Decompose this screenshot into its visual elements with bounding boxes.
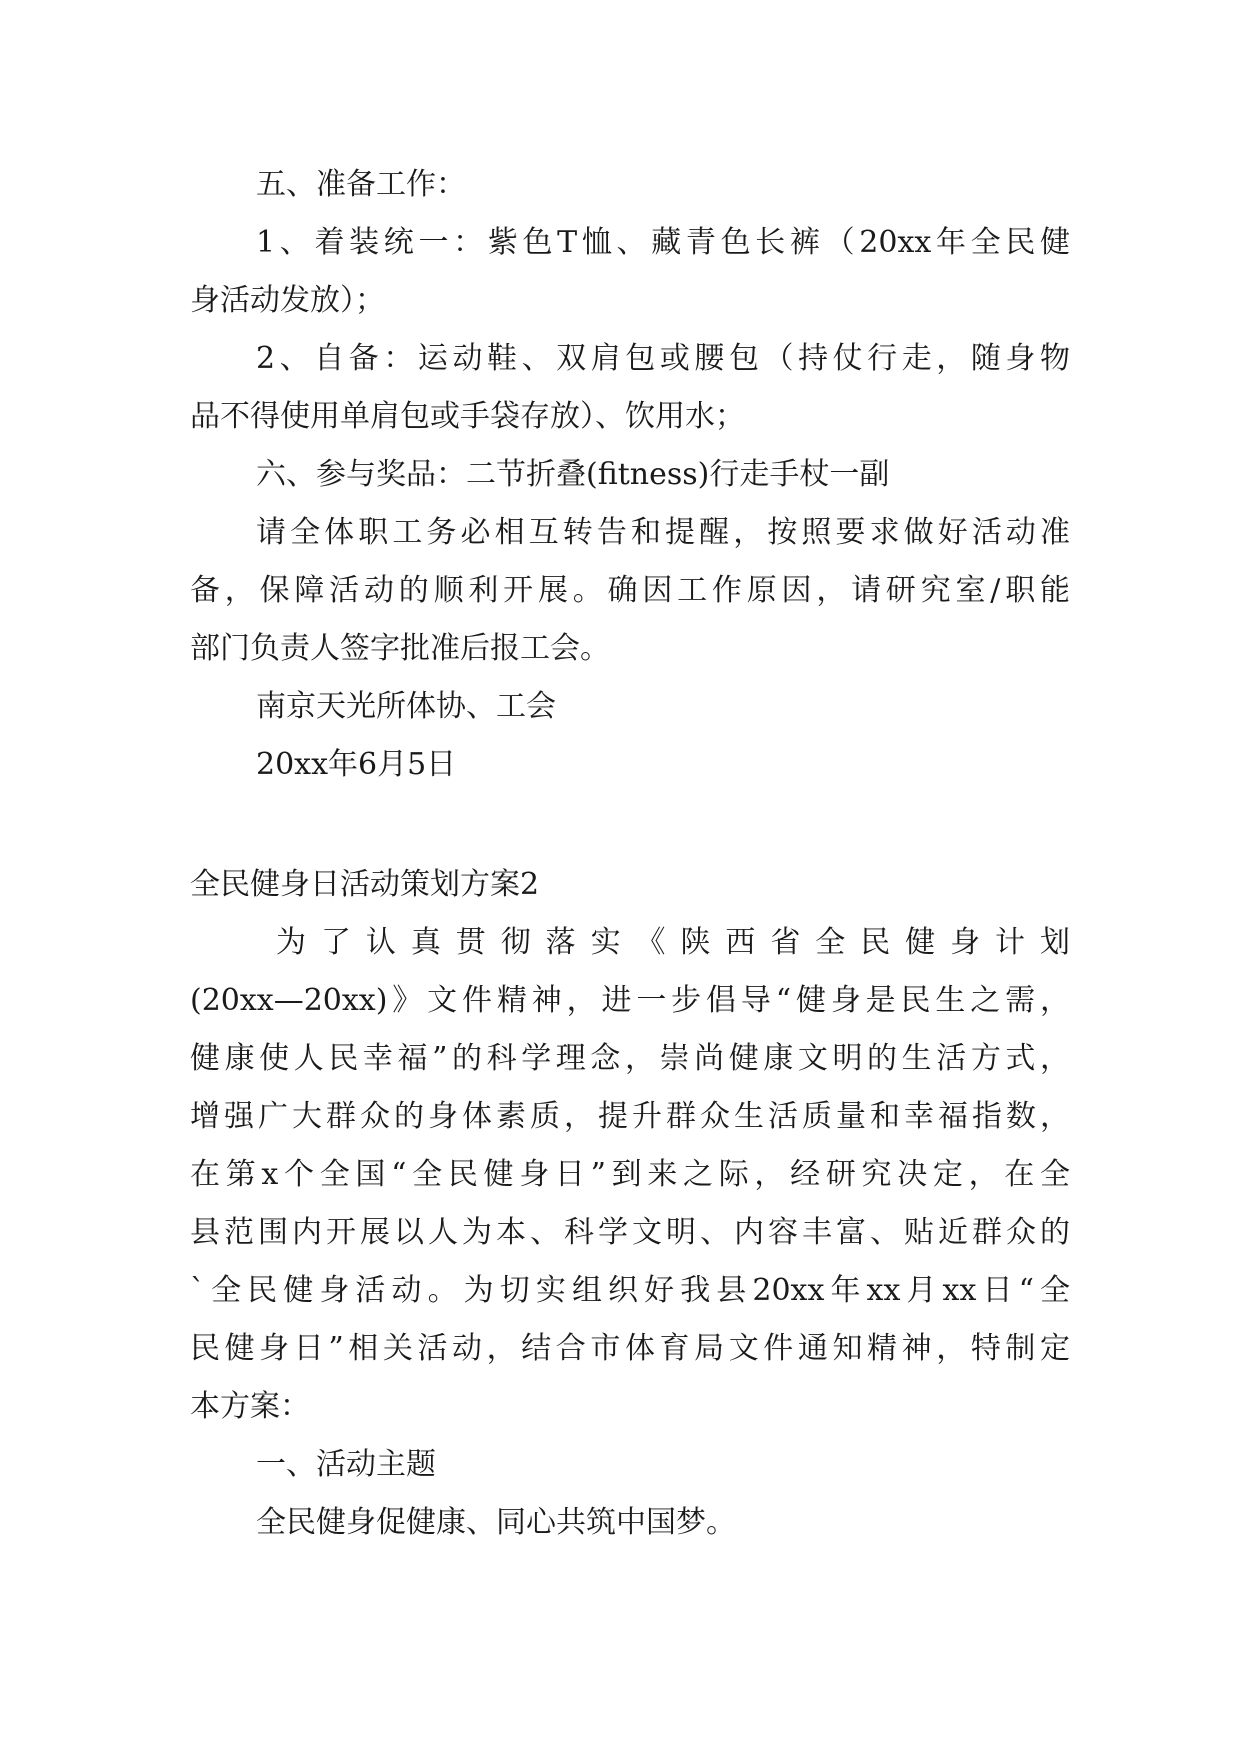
section5-item2-line1: 2、自备：运动鞋、双肩包或腰包（持仗行走，随身物	[256, 341, 1070, 376]
document-page	[190, 156, 1070, 1552]
section5-heading: 五、准备工作：	[256, 167, 466, 202]
plan2-section1-heading: 一、活动主题	[256, 1447, 436, 1482]
plan2-section1-text: 全民健身促健康、同心共筑中国梦。	[256, 1505, 736, 1540]
section5-item1-line1: 1、着装统一：紫色T恤、藏青色长裤（20xx年全民健	[256, 225, 1070, 260]
plan2-para-line: 为了认真贯彻落实《陕西省全民健身计划	[276, 925, 1070, 960]
section6-heading: 六、参与奖品：二节折叠(fitness)行走手杖一副	[256, 457, 890, 492]
plan2-title: 全民健身日活动策划方案2	[190, 867, 540, 902]
section5-item2-line2: 品不得使用单肩包或手袋存放）、饮用水；	[190, 399, 745, 434]
plan2-para-line: 在第x个全国“全民健身日”到来之际，经研究决定，在全	[190, 1157, 1070, 1192]
plan2-para-line: 本方案：	[190, 1389, 310, 1424]
signature-org: 南京天光所体协、工会	[256, 689, 556, 724]
notice-line3: 部门负责人签字批准后报工会。	[190, 631, 610, 666]
notice-line2: 备，保障活动的顺利开展。确因工作原因，请研究室/职能	[190, 573, 1070, 608]
plan2-para-line: `全民健身活动。为切实组织好我县20xx年xx月xx日“全	[190, 1273, 1070, 1308]
plan2-para-line: 增强广大群众的身体素质，提升群众生活质量和幸福指数，	[190, 1099, 1070, 1134]
section5-item1-line2: 身活动发放）；	[190, 283, 385, 318]
signature-date: 20xx年6月5日	[256, 747, 457, 782]
plan2-para-line: 民健身日”相关活动，结合市体育局文件通知精神，特制定	[190, 1331, 1070, 1366]
section-spacer	[190, 794, 1070, 856]
plan2-para-line: 县范围内开展以人为本、科学文明、内容丰富、贴近群众的	[190, 1215, 1070, 1250]
notice-line1: 请全体职工务必相互转告和提醒，按照要求做好活动准	[256, 515, 1070, 550]
plan2-para-line: 健康使人民幸福”的科学理念，崇尚健康文明的生活方式，	[190, 1041, 1070, 1076]
plan2-para-line: (20xx—20xx)》文件精神，进一步倡导“健身是民生之需，	[190, 983, 1070, 1018]
